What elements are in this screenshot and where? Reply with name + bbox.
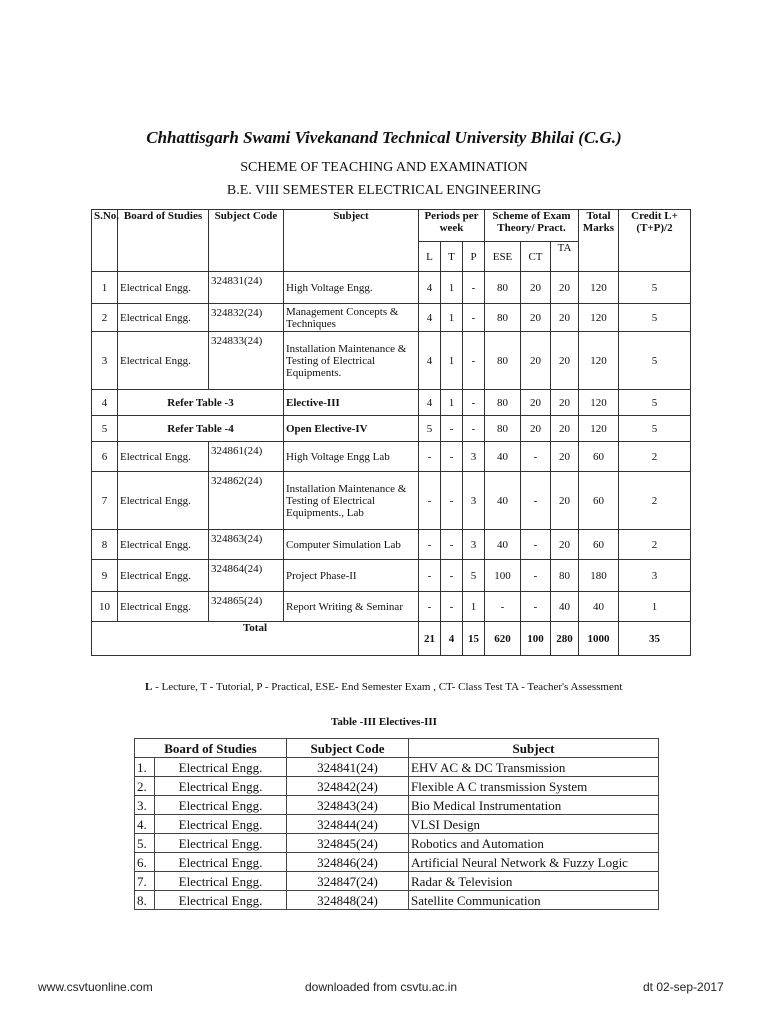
cell-t: 1 bbox=[441, 272, 463, 304]
footer-center: downloaded from csvtu.ac.in bbox=[305, 980, 458, 994]
legend-prefix: L bbox=[145, 681, 153, 693]
scheme-row bbox=[92, 304, 691, 332]
elective-num: 5. bbox=[135, 834, 155, 853]
cell-ct: - bbox=[521, 442, 551, 472]
cell-l: - bbox=[419, 442, 441, 472]
cell-credit: 2 bbox=[619, 472, 691, 530]
elective-row bbox=[135, 758, 659, 777]
cell-total: 60 bbox=[579, 442, 619, 472]
cell-total: 120 bbox=[579, 390, 619, 416]
header-total: Total Marks bbox=[579, 210, 619, 272]
cell-board: Electrical Engg. bbox=[118, 332, 209, 390]
cell-total: 120 bbox=[579, 416, 619, 442]
elective-row bbox=[135, 834, 659, 853]
cell-l: - bbox=[419, 530, 441, 560]
header-board: Board of Studies bbox=[118, 210, 209, 272]
elective-num: 6. bbox=[135, 853, 155, 872]
electives-table bbox=[134, 738, 659, 910]
cell-ct: - bbox=[521, 560, 551, 592]
cell-ese: 80 bbox=[485, 390, 521, 416]
cell-ese: 80 bbox=[485, 272, 521, 304]
cell-subject: High Voltage Engg Lab bbox=[284, 442, 419, 472]
cell-t: 1 bbox=[441, 304, 463, 332]
cell-credit: 5 bbox=[619, 272, 691, 304]
footer-left[interactable]: www.csvtuonline.com bbox=[38, 980, 153, 994]
elective-row bbox=[135, 853, 659, 872]
cell-code: 324833(24) bbox=[209, 332, 284, 390]
legend-text: - Lecture, T - Tutorial, P - Practical, ESE- End Semester Exam , CT- Class Test TA - Teacher's Assessment bbox=[152, 681, 623, 693]
cell-l: 4 bbox=[419, 304, 441, 332]
cell-subject: Open Elective-IV bbox=[284, 416, 419, 442]
elective-num: 2. bbox=[135, 777, 155, 796]
scheme-title: SCHEME OF TEACHING AND EXAMINATION bbox=[240, 160, 528, 175]
cell-board: Electrical Engg. bbox=[118, 472, 209, 530]
cell-board: Electrical Engg. bbox=[118, 592, 209, 622]
cell-credit: 5 bbox=[619, 332, 691, 390]
header-t: T bbox=[441, 242, 463, 272]
cell-credit: 5 bbox=[619, 416, 691, 442]
cell-subject: Report Writing & Seminar bbox=[284, 592, 419, 622]
elective-subject: EHV AC & DC Transmission bbox=[409, 758, 659, 777]
cell-total: 120 bbox=[579, 272, 619, 304]
cell-t: 1 bbox=[441, 390, 463, 416]
total-ct: 100 bbox=[521, 622, 551, 656]
cell-ta: 40 bbox=[551, 592, 579, 622]
cell-ese: 80 bbox=[485, 416, 521, 442]
cell-board: Electrical Engg. bbox=[118, 560, 209, 592]
elective-board: Electrical Engg. bbox=[155, 891, 287, 910]
elective-board: Electrical Engg. bbox=[155, 777, 287, 796]
cell-sno: 8 bbox=[92, 530, 118, 560]
elective-subject: Flexible A C transmission System bbox=[409, 777, 659, 796]
elective-subject: VLSI Design bbox=[409, 815, 659, 834]
elective-row bbox=[135, 872, 659, 891]
elective-board: Electrical Engg. bbox=[155, 872, 287, 891]
cell-ct: - bbox=[521, 472, 551, 530]
scheme-row bbox=[92, 592, 691, 622]
total-p: 15 bbox=[463, 622, 485, 656]
cell-ta: 20 bbox=[551, 332, 579, 390]
cell-l: - bbox=[419, 472, 441, 530]
university-title: Chhattisgarh Swami Vivekanand Technical University Bhilai (C.G.) bbox=[146, 128, 622, 147]
cell-code: 324862(24) bbox=[209, 472, 284, 530]
header-credit: Credit L+(T+P)/2 bbox=[619, 210, 691, 272]
total-ta: 280 bbox=[551, 622, 579, 656]
cell-p: - bbox=[463, 272, 485, 304]
elective-subject: Artificial Neural Network & Fuzzy Logic bbox=[409, 853, 659, 872]
elective-board: Electrical Engg. bbox=[155, 834, 287, 853]
scheme-row bbox=[92, 390, 691, 416]
elective-num: 1. bbox=[135, 758, 155, 777]
header-ese: ESE bbox=[485, 242, 521, 272]
cell-board: Refer Table -3 bbox=[118, 390, 284, 416]
cell-total: 120 bbox=[579, 304, 619, 332]
scheme-row bbox=[92, 472, 691, 530]
cell-p: 5 bbox=[463, 560, 485, 592]
cell-ta: 20 bbox=[551, 390, 579, 416]
cell-total: 40 bbox=[579, 592, 619, 622]
cell-p: 3 bbox=[463, 442, 485, 472]
footer-right: dt 02-sep-2017 bbox=[643, 980, 724, 994]
elective-code: 324843(24) bbox=[287, 796, 409, 815]
cell-ct: 20 bbox=[521, 416, 551, 442]
scheme-row bbox=[92, 332, 691, 390]
elective-code: 324848(24) bbox=[287, 891, 409, 910]
elective-row bbox=[135, 777, 659, 796]
elective-row bbox=[135, 815, 659, 834]
cell-credit: 2 bbox=[619, 442, 691, 472]
elective-num: 4. bbox=[135, 815, 155, 834]
elective-num: 7. bbox=[135, 872, 155, 891]
header-sno: S.No. bbox=[92, 210, 118, 272]
elective-board: Electrical Engg. bbox=[155, 853, 287, 872]
elective-subject: Satellite Communication bbox=[409, 891, 659, 910]
elective-num: 3. bbox=[135, 796, 155, 815]
cell-credit: 1 bbox=[619, 592, 691, 622]
cell-board: Electrical Engg. bbox=[118, 272, 209, 304]
total-row bbox=[92, 622, 691, 656]
elective-row bbox=[135, 891, 659, 910]
header-scheme: Scheme of Exam Theory/ Pract. bbox=[485, 210, 579, 242]
scheme-row bbox=[92, 272, 691, 304]
cell-sno: 5 bbox=[92, 416, 118, 442]
cell-subject: Elective-III bbox=[284, 390, 419, 416]
total-label: Total bbox=[92, 622, 419, 656]
elective-code: 324842(24) bbox=[287, 777, 409, 796]
cell-total: 120 bbox=[579, 332, 619, 390]
elective-code: 324846(24) bbox=[287, 853, 409, 872]
cell-code: 324861(24) bbox=[209, 442, 284, 472]
legend-note bbox=[145, 680, 665, 694]
cell-ese: 80 bbox=[485, 304, 521, 332]
cell-sno: 2 bbox=[92, 304, 118, 332]
cell-sno: 6 bbox=[92, 442, 118, 472]
total-credit: 35 bbox=[619, 622, 691, 656]
electives-table-title: Table -III Electives-III bbox=[331, 716, 437, 728]
cell-sno: 4 bbox=[92, 390, 118, 416]
cell-l: 4 bbox=[419, 272, 441, 304]
cell-sno: 3 bbox=[92, 332, 118, 390]
cell-p: - bbox=[463, 332, 485, 390]
cell-l: - bbox=[419, 592, 441, 622]
cell-ct: 20 bbox=[521, 272, 551, 304]
scheme-row bbox=[92, 530, 691, 560]
cell-ese: 40 bbox=[485, 472, 521, 530]
header-ta: TA bbox=[551, 242, 579, 272]
elective-code: 324844(24) bbox=[287, 815, 409, 834]
cell-credit: 2 bbox=[619, 530, 691, 560]
cell-t: - bbox=[441, 530, 463, 560]
cell-ese: 80 bbox=[485, 332, 521, 390]
cell-ct: - bbox=[521, 592, 551, 622]
cell-t: 1 bbox=[441, 332, 463, 390]
cell-l: 4 bbox=[419, 332, 441, 390]
cell-sno: 10 bbox=[92, 592, 118, 622]
cell-code: 324863(24) bbox=[209, 530, 284, 560]
elective-board: Electrical Engg. bbox=[155, 796, 287, 815]
scheme-row bbox=[92, 560, 691, 592]
cell-ct: 20 bbox=[521, 390, 551, 416]
cell-ta: 20 bbox=[551, 442, 579, 472]
cell-code: 324865(24) bbox=[209, 592, 284, 622]
elective-subject: Robotics and Automation bbox=[409, 834, 659, 853]
semester-title: B.E. VIII SEMESTER ELECTRICAL ENGINEERING bbox=[226, 183, 542, 198]
header-p: P bbox=[463, 242, 485, 272]
total-ese: 620 bbox=[485, 622, 521, 656]
cell-sno: 1 bbox=[92, 272, 118, 304]
header-ct: CT bbox=[521, 242, 551, 272]
cell-total: 180 bbox=[579, 560, 619, 592]
elective-code: 324845(24) bbox=[287, 834, 409, 853]
cell-t: - bbox=[441, 472, 463, 530]
cell-ta: 20 bbox=[551, 416, 579, 442]
scheme-row bbox=[92, 442, 691, 472]
cell-subject: Installation Maintenance & Testing of Electrical Equipments. bbox=[284, 332, 419, 390]
elective-board: Electrical Engg. bbox=[155, 815, 287, 834]
header-l: L bbox=[419, 242, 441, 272]
header-code: Subject Code bbox=[209, 210, 284, 272]
cell-p: 3 bbox=[463, 530, 485, 560]
electives-header-board: Board of Studies bbox=[135, 739, 287, 758]
cell-ta: 20 bbox=[551, 530, 579, 560]
scheme-table bbox=[91, 209, 691, 656]
cell-ta: 20 bbox=[551, 272, 579, 304]
cell-p: 1 bbox=[463, 592, 485, 622]
header-periods: Periods per week bbox=[419, 210, 485, 242]
elective-subject: Bio Medical Instrumentation bbox=[409, 796, 659, 815]
cell-p: - bbox=[463, 416, 485, 442]
cell-ta: 20 bbox=[551, 472, 579, 530]
cell-ct: 20 bbox=[521, 304, 551, 332]
cell-total: 60 bbox=[579, 530, 619, 560]
cell-subject: Computer Simulation Lab bbox=[284, 530, 419, 560]
cell-ese: 40 bbox=[485, 530, 521, 560]
electives-header-code: Subject Code bbox=[287, 739, 409, 758]
cell-subject: Project Phase-II bbox=[284, 560, 419, 592]
cell-subject: Installation Maintenance & Testing of Electrical Equipments., Lab bbox=[284, 472, 419, 530]
cell-board: Electrical Engg. bbox=[118, 442, 209, 472]
cell-code: 324831(24) bbox=[209, 272, 284, 304]
cell-l: 5 bbox=[419, 416, 441, 442]
elective-code: 324847(24) bbox=[287, 872, 409, 891]
cell-ese: 40 bbox=[485, 442, 521, 472]
cell-t: - bbox=[441, 416, 463, 442]
cell-p: - bbox=[463, 304, 485, 332]
elective-board: Electrical Engg. bbox=[155, 758, 287, 777]
cell-ese: - bbox=[485, 592, 521, 622]
total-l: 21 bbox=[419, 622, 441, 656]
cell-ese: 100 bbox=[485, 560, 521, 592]
elective-code: 324841(24) bbox=[287, 758, 409, 777]
cell-sno: 9 bbox=[92, 560, 118, 592]
cell-t: - bbox=[441, 560, 463, 592]
cell-t: - bbox=[441, 592, 463, 622]
cell-p: - bbox=[463, 390, 485, 416]
total-t: 4 bbox=[441, 622, 463, 656]
scheme-row bbox=[92, 416, 691, 442]
cell-board: Electrical Engg. bbox=[118, 304, 209, 332]
cell-l: - bbox=[419, 560, 441, 592]
total-total: 1000 bbox=[579, 622, 619, 656]
cell-total: 60 bbox=[579, 472, 619, 530]
cell-credit: 5 bbox=[619, 390, 691, 416]
cell-code: 324832(24) bbox=[209, 304, 284, 332]
header-subject: Subject bbox=[284, 210, 419, 272]
elective-subject: Radar & Television bbox=[409, 872, 659, 891]
cell-subject: Management Concepts & Techniques bbox=[284, 304, 419, 332]
elective-num: 8. bbox=[135, 891, 155, 910]
cell-subject: High Voltage Engg. bbox=[284, 272, 419, 304]
cell-code: 324864(24) bbox=[209, 560, 284, 592]
cell-l: 4 bbox=[419, 390, 441, 416]
cell-ta: 80 bbox=[551, 560, 579, 592]
cell-board: Refer Table -4 bbox=[118, 416, 284, 442]
elective-row bbox=[135, 796, 659, 815]
cell-sno: 7 bbox=[92, 472, 118, 530]
cell-ct: 20 bbox=[521, 332, 551, 390]
cell-credit: 5 bbox=[619, 304, 691, 332]
cell-t: - bbox=[441, 442, 463, 472]
cell-credit: 3 bbox=[619, 560, 691, 592]
cell-p: 3 bbox=[463, 472, 485, 530]
cell-ct: - bbox=[521, 530, 551, 560]
cell-ta: 20 bbox=[551, 304, 579, 332]
electives-header-subject: Subject bbox=[409, 739, 659, 758]
cell-board: Electrical Engg. bbox=[118, 530, 209, 560]
